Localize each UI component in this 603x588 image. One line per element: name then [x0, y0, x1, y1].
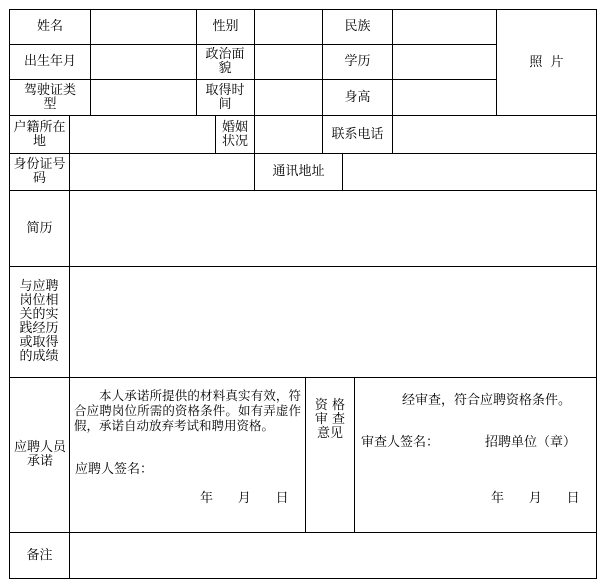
- review-date: 年 月 日: [491, 491, 580, 506]
- license-label: 驾驶证类型: [23, 82, 76, 112]
- pledge-signature-label: 应聘人签名：: [75, 462, 154, 477]
- phone-label: 联系电话: [331, 126, 384, 142]
- political-label: 政治面貌: [205, 47, 245, 76]
- name-field[interactable]: [91, 10, 196, 44]
- review-label: 资 格 审 查 意见: [314, 398, 346, 441]
- experience-label: 与应聘岗位相关的实践经历或取得的成绩: [19, 279, 59, 364]
- remarks-label: 备注: [26, 548, 53, 563]
- obtain-time-label: 取得时间: [205, 82, 245, 112]
- education-label: 学历: [344, 54, 371, 69]
- pledge-text: 本人承诺所提供的材料真实有效，符合应聘岗位所需的资格条件。如有弄虚作假，承诺自动放弃考试和聘用资格。: [74, 388, 301, 433]
- education-field[interactable]: [393, 45, 496, 79]
- gender-label: 性别: [212, 19, 239, 34]
- review-text: 经审查，符合应聘资格条件。: [402, 393, 572, 408]
- hukou-label: 户籍所在地: [13, 119, 66, 149]
- name-label: 姓名: [36, 19, 63, 34]
- phone-field[interactable]: [393, 116, 597, 153]
- license-field[interactable]: [91, 80, 196, 115]
- pledge-date: 年 月 日: [200, 491, 289, 506]
- resume-label: 简历: [26, 220, 53, 236]
- birth-label: 出生年月: [23, 54, 76, 69]
- marital-field[interactable]: [255, 116, 322, 153]
- birth-field[interactable]: [91, 45, 196, 79]
- remarks-field[interactable]: [70, 533, 597, 579]
- hiring-unit-stamp: 招聘单位（章）: [485, 435, 577, 450]
- idcard-field[interactable]: [70, 154, 254, 190]
- political-field[interactable]: [255, 45, 322, 79]
- address-label: 通讯地址: [272, 164, 325, 179]
- resume-field[interactable]: [70, 191, 597, 266]
- photo-area[interactable]: 照 片: [529, 54, 564, 70]
- obtain-time-field[interactable]: [255, 80, 322, 115]
- reviewer-signature-label: 审查人签名：: [361, 435, 440, 450]
- marital-label: 婚姻状况: [222, 119, 249, 149]
- height-label: 身高: [344, 89, 371, 105]
- gender-field[interactable]: [255, 10, 322, 44]
- experience-field[interactable]: [70, 267, 597, 377]
- hukou-field[interactable]: [70, 116, 215, 153]
- pledge-label: 应聘人员承诺: [14, 440, 67, 469]
- col-divider: [354, 377, 355, 532]
- ethnicity-field[interactable]: [393, 10, 496, 44]
- address-field[interactable]: [343, 154, 597, 190]
- ethnicity-label: 民族: [344, 19, 371, 34]
- row-divider: [9, 377, 597, 378]
- idcard-label: 身份证号码: [13, 157, 66, 186]
- height-field[interactable]: [393, 80, 496, 115]
